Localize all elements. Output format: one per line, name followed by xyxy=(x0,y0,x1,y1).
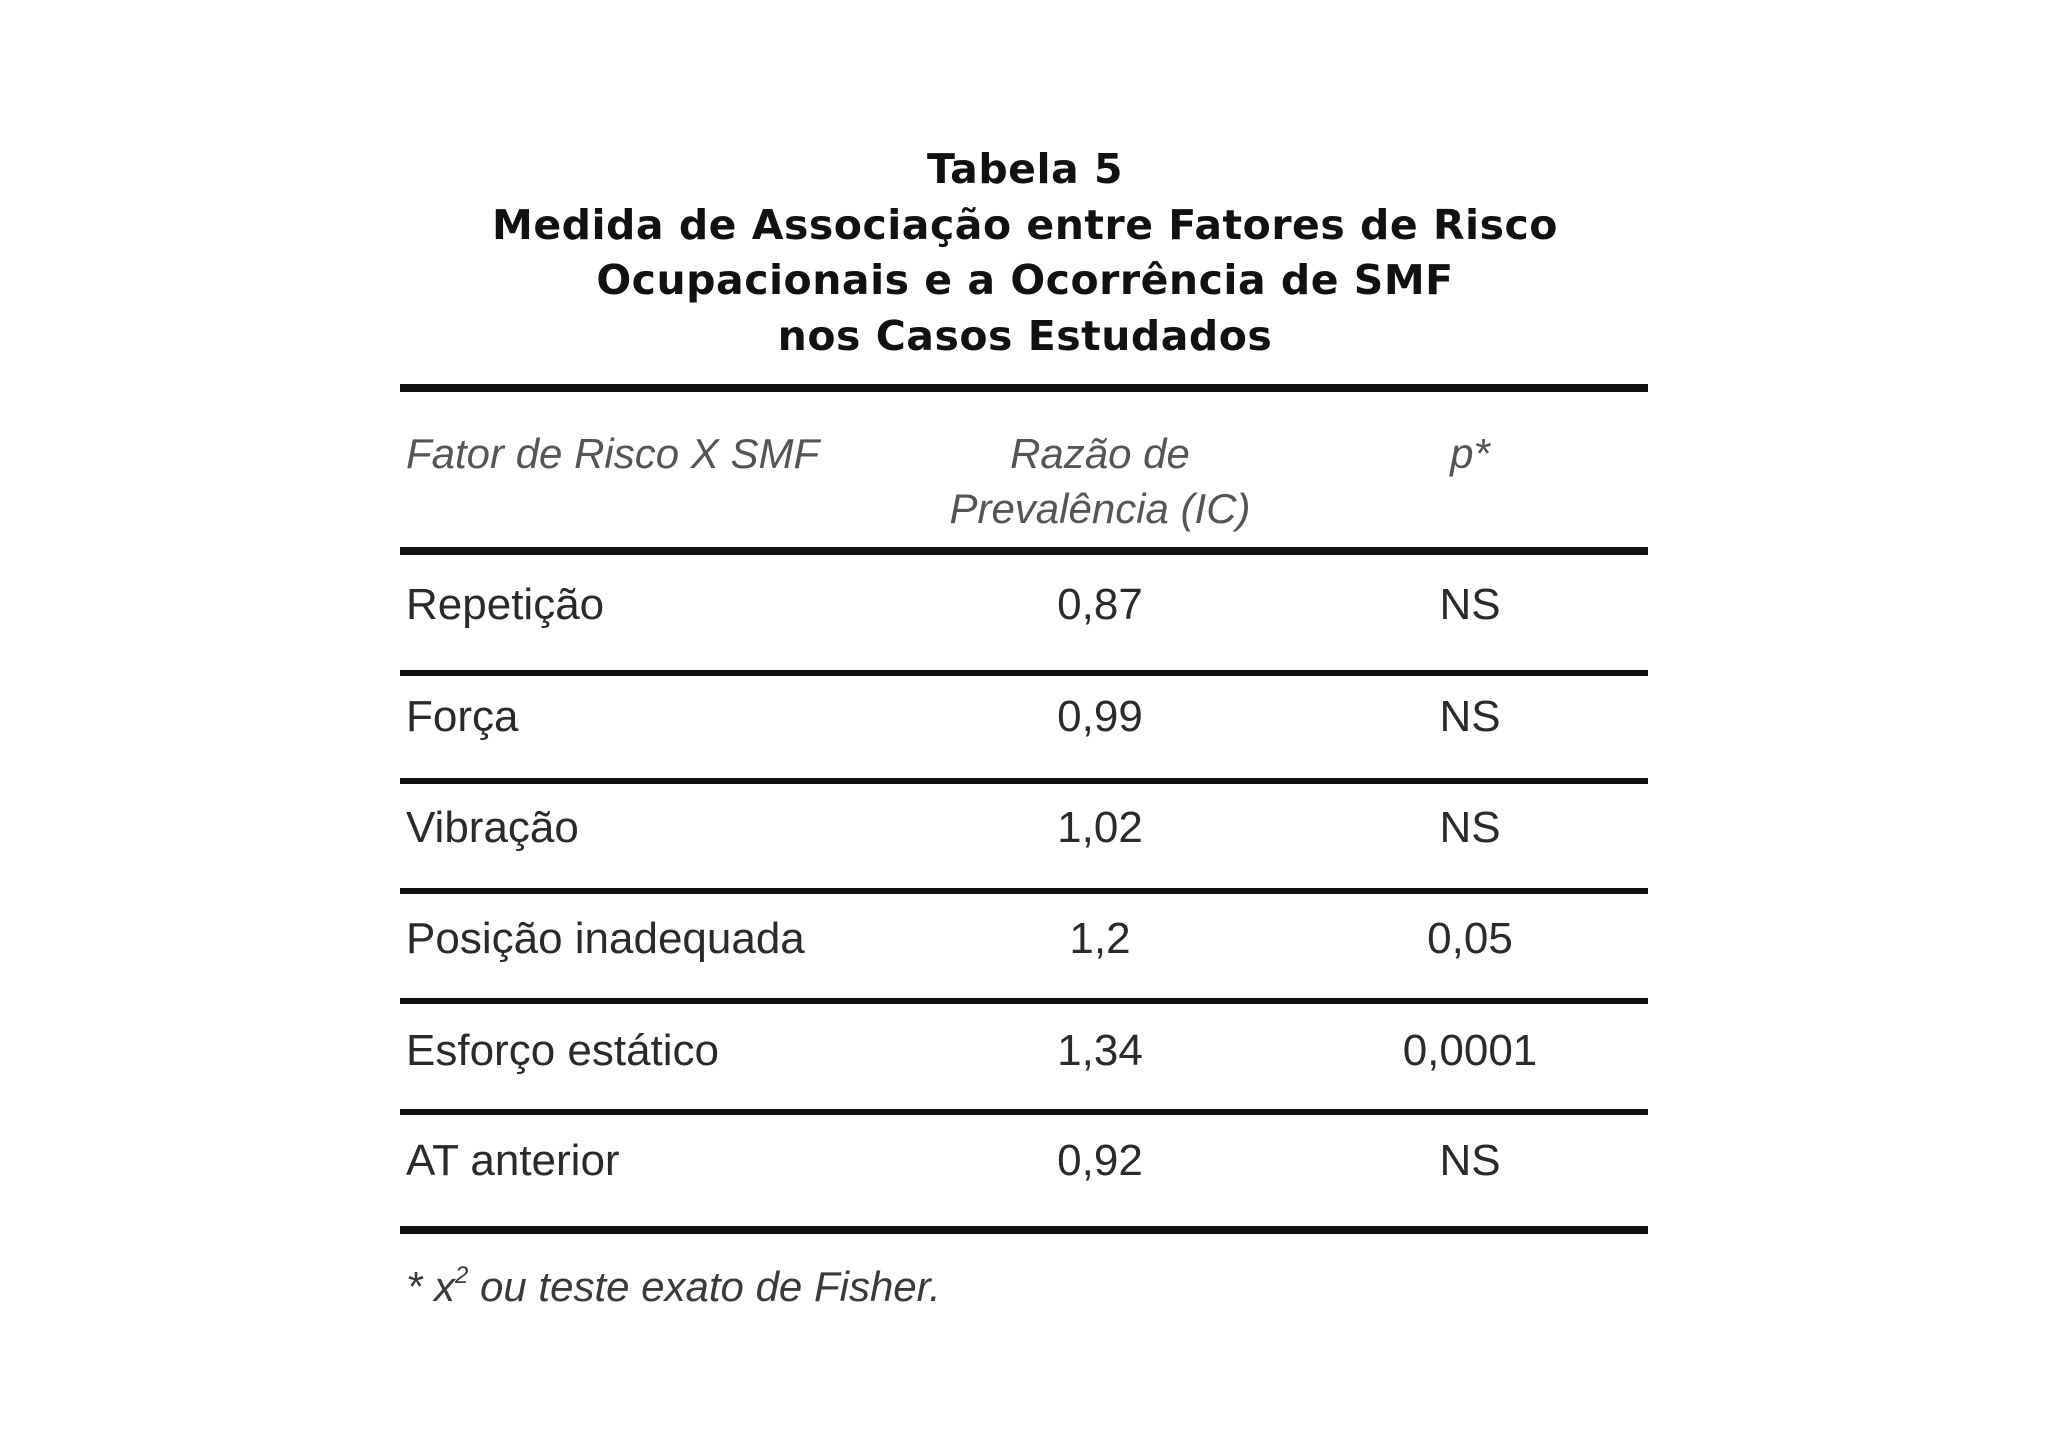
row-ratio: 1,2 xyxy=(1069,914,1131,963)
header-rule xyxy=(400,547,1648,555)
row-rule xyxy=(400,778,1648,784)
row-p: NS xyxy=(1439,1136,1501,1185)
row-p: 0,05 xyxy=(1427,914,1513,963)
footnote-superscript: 2 xyxy=(455,1262,469,1289)
row-p: NS xyxy=(1439,803,1501,852)
row-p: NS xyxy=(1439,692,1501,741)
row-ratio: 0,87 xyxy=(1057,580,1143,629)
table-title-line: Medida de Associação entre Fatores de Risco xyxy=(492,200,1558,249)
header-ratio-line1: Razão de xyxy=(1010,430,1190,477)
row-rule xyxy=(400,998,1648,1004)
footnote-text: ou teste exato de Fisher. xyxy=(468,1263,941,1310)
row-ratio: 1,02 xyxy=(1057,803,1143,852)
row-factor: Repetição xyxy=(406,580,605,629)
row-rule xyxy=(400,1109,1648,1115)
table-title-line: Tabela 5 xyxy=(926,145,1124,193)
row-ratio: 0,92 xyxy=(1057,1136,1143,1185)
row-ratio: 1,34 xyxy=(1057,1026,1143,1075)
header-p: p* xyxy=(1450,430,1490,477)
row-p: NS xyxy=(1439,580,1501,629)
header-factor: Fator de Risco X SMF xyxy=(406,430,820,477)
table-footnote xyxy=(406,1262,941,1311)
row-rule xyxy=(400,670,1648,676)
table-top-rule xyxy=(400,384,1648,392)
row-rule xyxy=(400,888,1648,894)
footnote-prefix: * x xyxy=(406,1263,456,1310)
header-ratio-line2: Prevalência (IC) xyxy=(949,485,1251,532)
row-p: 0,0001 xyxy=(1402,1026,1538,1075)
table-title-line: Ocupacionais e a Ocorrência de SMF xyxy=(596,256,1454,304)
row-factor: Força xyxy=(406,692,519,741)
row-factor: Vibração xyxy=(406,803,579,852)
row-ratio: 0,99 xyxy=(1057,692,1143,741)
row-factor: Posição inadequada xyxy=(406,914,805,963)
table-bottom-rule xyxy=(400,1226,1648,1234)
row-factor: Esforço estático xyxy=(406,1026,720,1075)
table-title xyxy=(400,142,1650,364)
table-title-line: nos Casos Estudados xyxy=(777,311,1273,360)
row-factor: AT anterior xyxy=(406,1136,620,1185)
